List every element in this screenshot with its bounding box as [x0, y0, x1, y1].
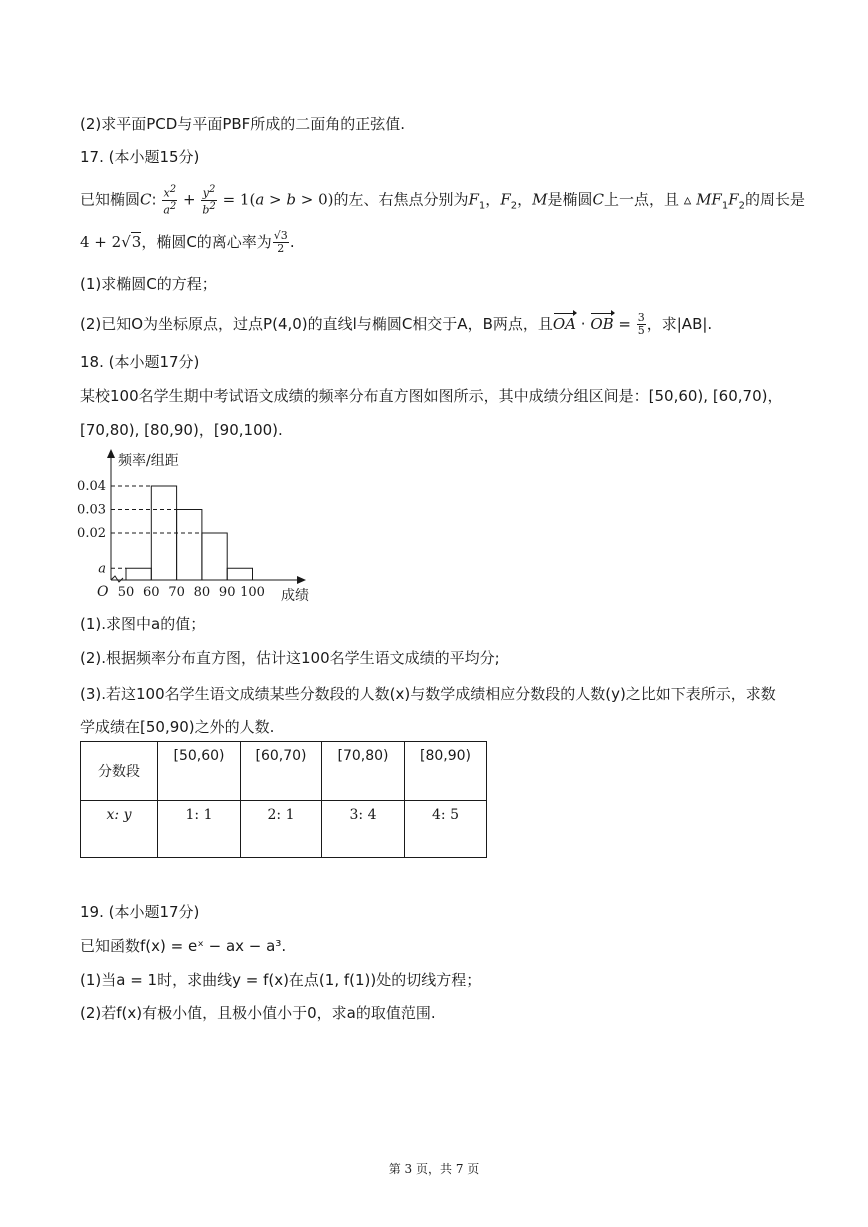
table-cell: [70,80)	[322, 742, 405, 801]
table-cell: x: y	[81, 801, 158, 858]
table-cell: [50,60)	[158, 742, 241, 801]
table-header-row	[81, 742, 487, 801]
x-tick-label: 60	[143, 585, 160, 600]
table-cell: 分数段	[81, 742, 158, 801]
table-cell: 1: 1	[158, 801, 241, 858]
table-cell: 4: 5	[405, 801, 487, 858]
q17-header: 17. (本小题15分)	[80, 148, 200, 166]
x-tick-label: 70	[168, 585, 185, 600]
y-tick-label: 0.02	[77, 526, 106, 541]
y-tick-label: 0.04	[77, 479, 106, 494]
y-axis-arrow	[107, 449, 115, 458]
histogram-bar	[227, 568, 252, 580]
q18-part3-line2: 学成绩在[50,90)之外的人数.	[80, 718, 275, 736]
table-cell: 3: 4	[322, 801, 405, 858]
q19-part2: (2)若f(x)有极小值，且极小值小于0，求a的取值范围.	[80, 1004, 436, 1022]
x-tick-label: 100	[240, 585, 265, 600]
table-cell: [80,90)	[405, 742, 487, 801]
q16-part2: (2)求平面PCD与平面PBF所成的二面角的正弦值.	[80, 115, 406, 133]
x-tick-label: 50	[117, 585, 135, 600]
x-axis-arrow	[297, 576, 306, 584]
q18-part3-line1: (3).若这100名学生语文成绩某些分数段的人数(x)与数学成绩相应分数段的人数(y)之比如下表所示，求数	[80, 685, 776, 703]
q19-part1: (1)当a = 1时，求曲线y = f(x)在点(1, f(1))处的切线方程；	[80, 971, 482, 989]
table-row	[81, 801, 487, 858]
q17-part1: (1)求椭圆C的方程；	[80, 275, 217, 293]
x-axis-label: 成绩	[281, 588, 309, 604]
histogram-bar	[151, 486, 176, 580]
q19-header: 19. (本小题17分)	[80, 903, 200, 921]
table-cell: 2: 1	[241, 801, 322, 858]
histogram-bar	[177, 510, 202, 581]
y-tick-label: 0.03	[77, 502, 106, 518]
page-footer: 第 3 页，共 7 页	[388, 1162, 480, 1176]
table-cell: [60,70)	[241, 742, 322, 801]
q18-stem-line1: 某校100名学生期中考试语文成绩的频率分布直方图如图所示，其中成绩分组区间是：[50,60), [60,70)，	[80, 387, 783, 405]
q18-part2: (2).根据频率分布直方图，估计这100名学生语文成绩的平均分;	[80, 649, 500, 667]
histogram-bar	[126, 568, 151, 580]
q18-part1: (1).求图中a的值；	[80, 615, 206, 633]
q17-stem-cont: 4 + 2√3，椭圆C的离心率为 $\frac{√3}{2}$ .	[80, 229, 295, 255]
x-tick-label: 80	[193, 585, 211, 600]
axis-break-mark	[111, 576, 123, 582]
q17-stem: 已知椭圆C: $\frac{x^2}{a^2}$ + $\frac{y^2}{b^2}$ = 1(a > b > 0)的左、右焦点分别为$F_1$，$F_2$，M是椭圆C上一点，且 ▵ $MF_1F_2$的周长是	[80, 184, 806, 217]
x-tick-label: 90	[218, 585, 236, 600]
q18-stem-line2: [70,80), [80,90)，[90,100).	[80, 421, 283, 439]
q18-header: 18. (本小题17分)	[80, 353, 200, 371]
q17-part2: (2)已知O为坐标原点，过点P(4,0)的直线l与椭圆C相交于A，B两点，且OA · OB = $\frac{3}{5}$ ，求|AB|.	[80, 311, 713, 337]
y-axis-label: 频率/组距	[118, 453, 179, 469]
origin-label: O	[97, 584, 109, 600]
y-tick-label: a	[98, 561, 106, 577]
histogram-bar	[202, 533, 227, 580]
q19-stem: 已知函数f(x) = eˣ − ax − a³.	[80, 937, 287, 955]
ratio-table	[80, 741, 487, 858]
